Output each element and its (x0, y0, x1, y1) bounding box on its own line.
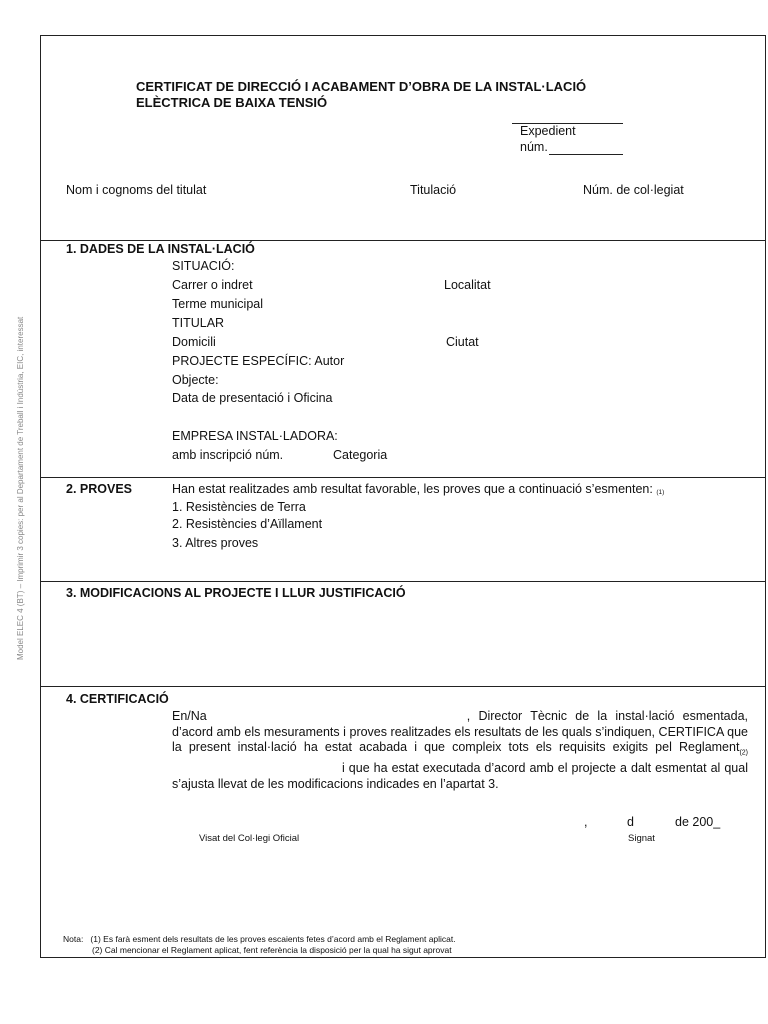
category-field[interactable]: Categoria (333, 448, 388, 462)
degree-field[interactable]: Titulació (410, 183, 457, 197)
project-object-field[interactable]: Objecte: (172, 373, 219, 387)
expedient-number-line[interactable] (549, 154, 623, 155)
tests-intro (172, 482, 664, 496)
document-title-line1: CERTIFICAT DE DIRECCIÓ I ACABAMENT D’OBRA DE LA INSTAL·LACIÓ (136, 79, 587, 94)
municipality-field[interactable]: Terme municipal (172, 297, 264, 311)
date-day-label: d (627, 815, 634, 829)
divider-section4 (40, 686, 766, 687)
installer-company-field[interactable]: EMPRESA INSTAL·LADORA: (172, 429, 338, 443)
section3-title: 3. MODIFICACIONS AL PROJECTE I LLUR JUSTIFICACIÓ (66, 586, 406, 600)
divider-section2 (40, 477, 766, 478)
address-field[interactable]: Domicili (172, 335, 216, 349)
footnote-1: (1) Es farà esment dels resultats de les proves escaients fetes d’acord amb el Reglament aplicat. (90, 934, 456, 944)
project-author-field[interactable]: PROJECTE ESPECÍFIC: Autor (172, 354, 345, 368)
tests-intro-text: Han estat realitzades amb resultat favorable, les proves que a continuació s’esmenten: (172, 482, 653, 496)
submission-date-field[interactable]: Data de presentació i Oficina (172, 391, 333, 405)
date-comma: , (584, 815, 588, 829)
notes-label: Nota: (63, 934, 84, 944)
test-item: 3. Altres proves (172, 536, 259, 550)
document-title-line2: ELÈCTRICA DE BAIXA TENSIÓ (136, 95, 328, 110)
registration-number-field[interactable]: amb inscripció núm. (172, 448, 284, 462)
locality-field[interactable]: Localitat (444, 278, 491, 292)
section1-title: 1. DADES DE LA INSTAL·LACIÓ (66, 242, 255, 256)
street-field[interactable]: Carrer o indret (172, 278, 253, 292)
tests-intro-ref: (1) (656, 489, 665, 496)
form-frame (40, 35, 766, 958)
test-item: 2. Resistències d’Aïllament (172, 517, 323, 531)
footnote-2: (2) Cal mencionar el Reglament aplicat, fent referència la disposició per la qual ha sigut aprovat (92, 944, 452, 955)
college-visa-label: Visat del Col·legi Oficial (199, 833, 300, 844)
expedient-number-label: núm. (520, 140, 548, 154)
expedient-label: Expedient (520, 124, 576, 138)
divider-section3 (40, 581, 766, 582)
signature-label: Signat (628, 833, 655, 844)
member-number-field[interactable]: Núm. de col·legiat (583, 183, 684, 197)
form-model-note: Model ELEC 4 (BT) – Imprimir 3 copies: per al Departament de Treball i Indústria, EIC, interessat (16, 316, 25, 660)
date-year-label: de 200_ (675, 815, 721, 829)
document-title (136, 79, 586, 111)
owner-label: TITULAR (172, 316, 225, 330)
section4-title: 4. CERTIFICACIÓ (66, 692, 169, 706)
certification-paragraph (172, 709, 748, 792)
divider-section1 (40, 240, 766, 241)
cert-text-part2: i que ha estat executada d’acord amb el projecte a dalt esmentat al qual s’ajusta llevat de les modificacions indicades en l’apartat 3. (172, 761, 748, 791)
section2-title: 2. PROVES (66, 482, 132, 496)
city-field[interactable]: Ciutat (446, 335, 479, 349)
test-item: 1. Resistències de Terra (172, 500, 306, 514)
footnotes (63, 934, 456, 955)
holder-name-field[interactable]: Nom i cognoms del titulat (66, 183, 207, 197)
situation-label: SITUACIÓ: (172, 259, 235, 273)
cert-ref: (2) (739, 749, 748, 757)
cert-name-label: En/Na (172, 709, 207, 723)
cert-text-part1: , Director Tècnic de la instal·lació esmentada, d’acord amb els mesuraments i proves realitzades els resultats de les quals s’indiquen, CERTIFICA que la present instal·lació ha estat acabada i que compleix tots els requisits exigits pel Reglament (172, 709, 748, 754)
